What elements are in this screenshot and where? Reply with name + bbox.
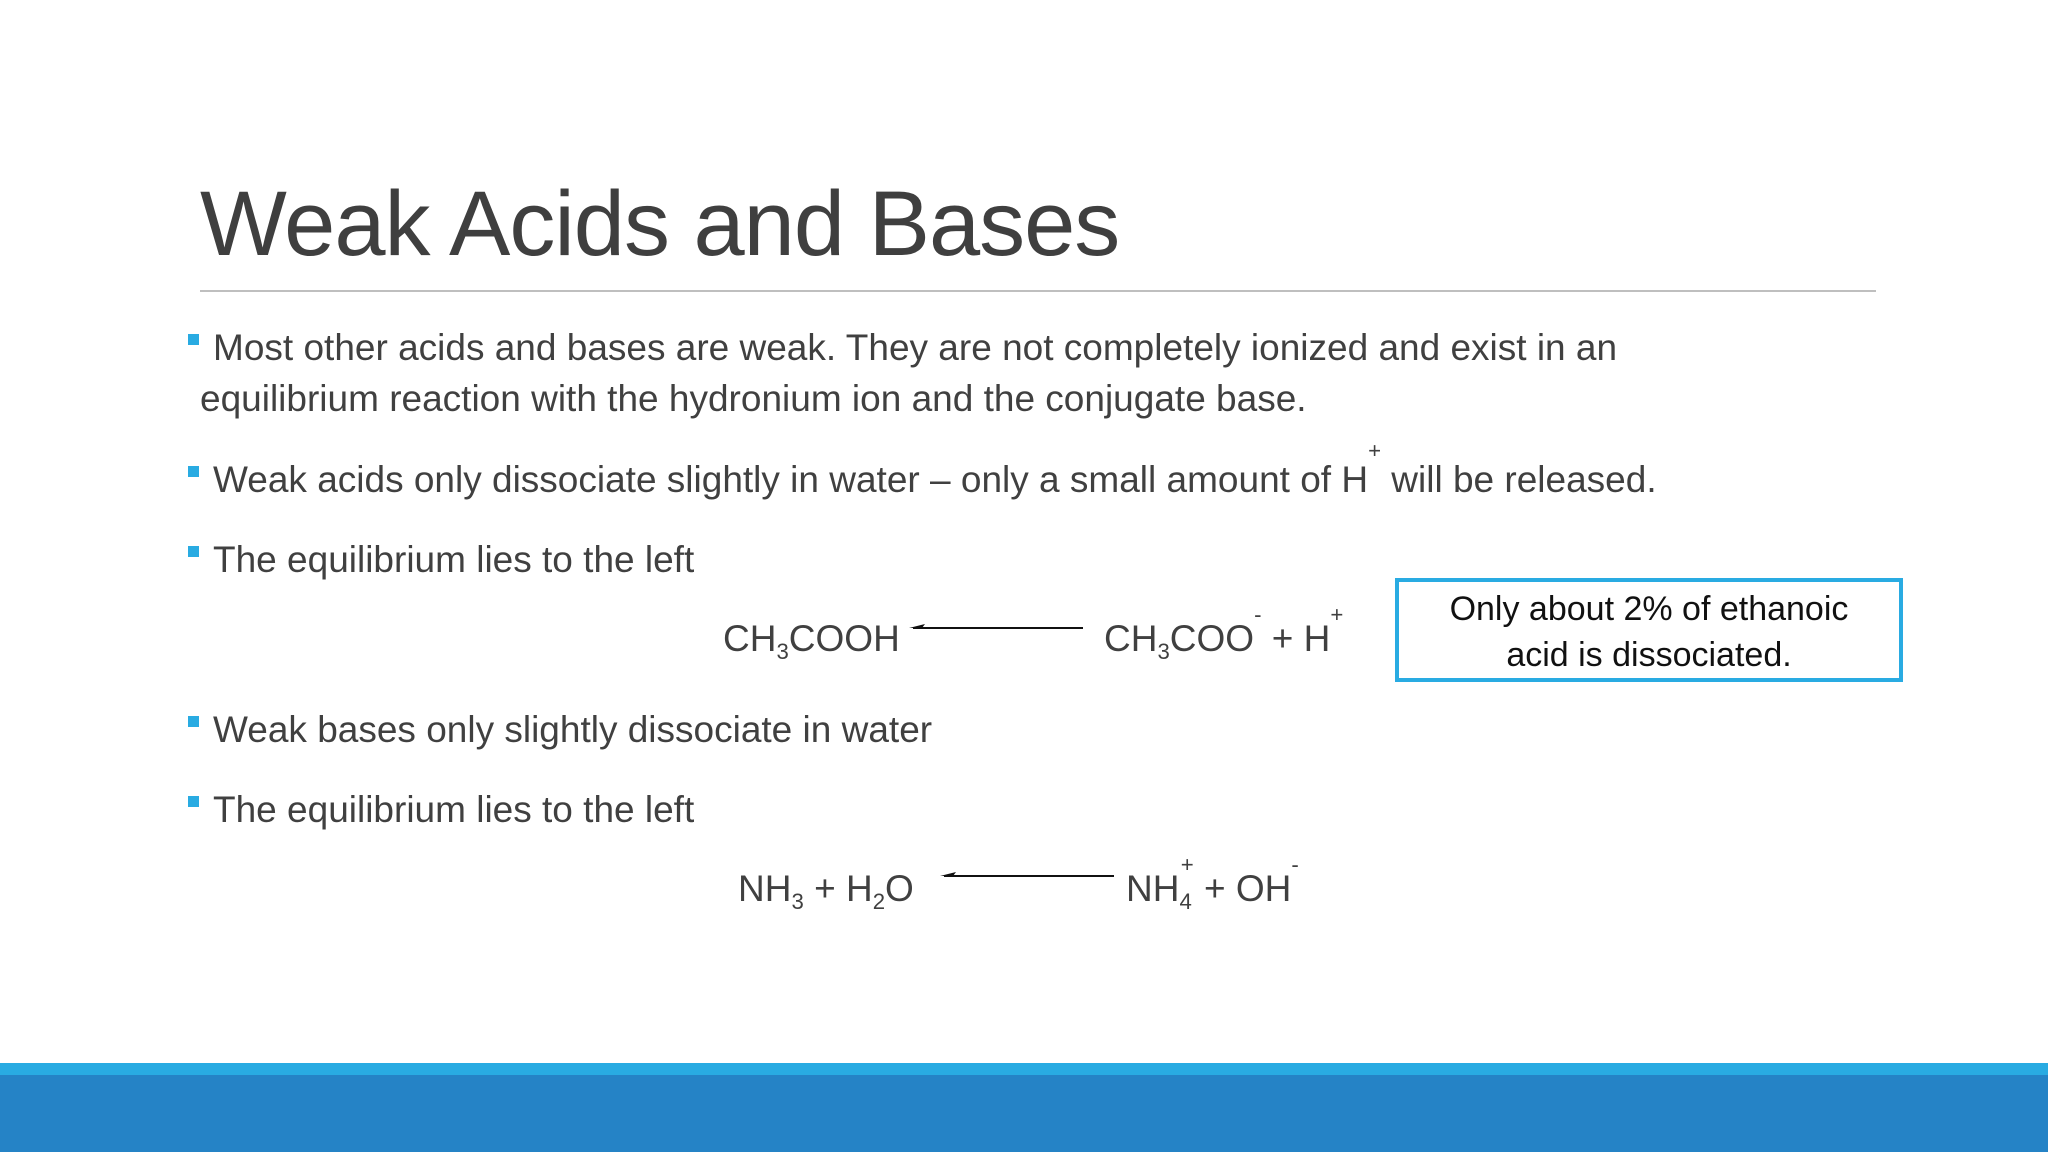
bullet-1: [188, 322, 1617, 424]
footer-accent-bar: [0, 1063, 2048, 1075]
acid-right-superscript-2: +: [1330, 601, 1344, 627]
bullet-square-icon: [188, 796, 199, 807]
base-right-part-b: + OH: [1193, 868, 1292, 909]
bullet-2: [188, 437, 1657, 505]
base-left-subscript-2: 2: [872, 888, 886, 914]
base-right-part-a: NH: [1126, 868, 1180, 909]
bullet-square-icon: [188, 716, 199, 727]
bullet-4-text: Weak bases only slightly dissociate in water: [213, 709, 933, 750]
equilibrium-arrow-icon: [905, 620, 1085, 636]
base-left-subscript-1: 3: [791, 888, 804, 914]
bullet-5: [188, 784, 694, 835]
title-divider: [200, 290, 1876, 292]
bullet-1-line-2: equilibrium reaction with the hydronium ion and the conjugate base.: [200, 378, 1307, 419]
acid-left-subscript: 3: [776, 638, 789, 664]
callout-line-1: Only about 2% of ethanoic: [1449, 590, 1849, 628]
bullet-3-text: The equilibrium lies to the left: [213, 539, 695, 580]
base-left-part-b: + H: [803, 868, 873, 909]
base-right-superscript-2: -: [1291, 851, 1299, 877]
bullet-square-icon: [188, 466, 199, 477]
base-left-part-a: NH: [738, 868, 792, 909]
base-right-superscript-1: +: [1180, 851, 1194, 877]
callout-box: [1395, 578, 1903, 682]
acid-right-part-c: + H: [1261, 618, 1331, 659]
base-right-subscript: 4: [1179, 888, 1192, 914]
acid-equation-left: [723, 618, 900, 664]
bullet-2-superscript: +: [1368, 437, 1382, 463]
acid-equation-right: [1104, 601, 1344, 664]
acid-right-part-b: COO: [1169, 618, 1255, 659]
acid-right-superscript-1: -: [1254, 601, 1262, 627]
acid-right-part-a: CH: [1104, 618, 1158, 659]
bullet-2-text-before: Weak acids only dissociate slightly in water – only a small amount of H: [213, 459, 1369, 500]
bullet-4: [188, 704, 932, 755]
callout-line-2: acid is dissociated.: [1506, 636, 1792, 674]
bullet-1-line-1: Most other acids and bases are weak. They are not completely ionized and exist in an: [213, 327, 1618, 368]
footer-bar: [0, 1075, 2048, 1152]
acid-left-part-a: CH: [723, 618, 777, 659]
acid-right-subscript: 3: [1157, 638, 1170, 664]
slide-title: Weak Acids and Bases: [200, 173, 1120, 275]
base-left-part-c: O: [885, 868, 914, 909]
bullet-3: [188, 534, 694, 585]
bullet-5-text: The equilibrium lies to the left: [213, 789, 695, 830]
bullet-square-icon: [188, 334, 199, 345]
base-equation-right: [1126, 851, 1299, 914]
acid-left-part-b: COOH: [788, 618, 900, 659]
bullet-2-text-after: will be released.: [1381, 459, 1657, 500]
bullet-square-icon: [188, 546, 199, 557]
base-equation-left: [738, 868, 914, 914]
equilibrium-arrow-icon: [936, 868, 1116, 884]
